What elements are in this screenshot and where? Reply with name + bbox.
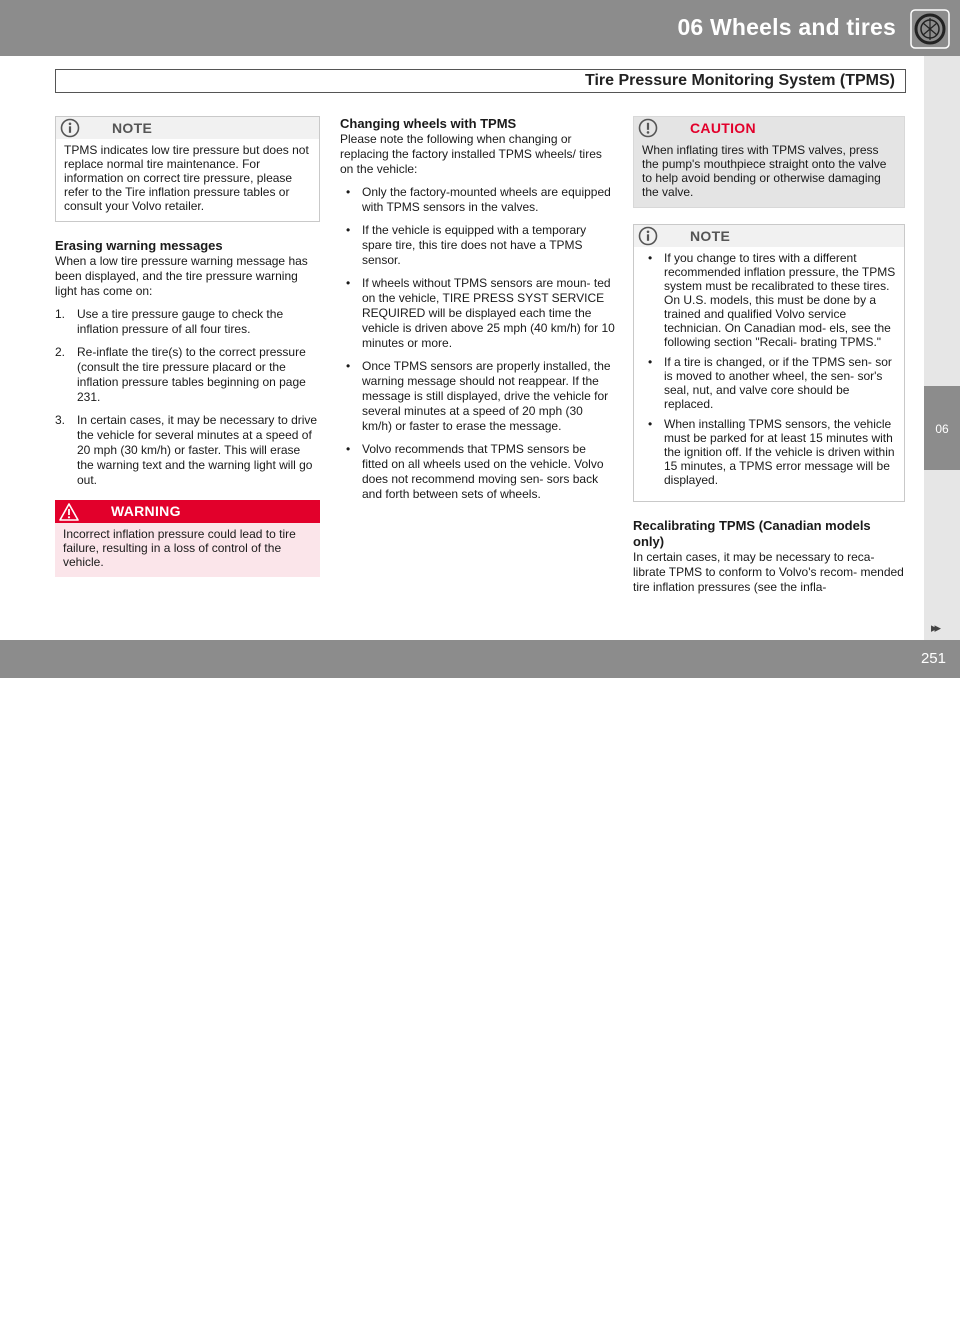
step-number: 3. xyxy=(55,413,66,427)
note-header xyxy=(634,225,904,247)
note-label: NOTE xyxy=(690,227,731,244)
note-box xyxy=(55,116,320,222)
step-item xyxy=(55,345,320,405)
chapter-tab[interactable] xyxy=(924,386,960,470)
changing-wheels-intro: Please note the following when changing or replacing the factory installed TPMS wheels/ tires on the vehicle: xyxy=(340,132,602,176)
info-icon xyxy=(638,226,658,246)
step-item xyxy=(55,307,320,337)
recalibrating-text: In certain cases, it may be necessary to reca- librate TPMS to conform to Volvo's recom- mended tire inflation pressures (see the infla- xyxy=(633,550,904,594)
note-list xyxy=(642,251,896,487)
caution-box xyxy=(633,116,905,208)
column-3 xyxy=(633,116,905,603)
warning-header xyxy=(55,500,320,523)
chapter-title: 06 Wheels and tires xyxy=(677,14,896,40)
chapter-rail xyxy=(924,56,960,640)
step-number: 1. xyxy=(55,307,66,321)
note-header xyxy=(56,117,319,139)
exclamation-icon xyxy=(638,118,658,138)
list-item: • If a tire is changed, or if the TPMS sen- sor is moved to another wheel, the sen- sor's seal, nut, and valve core should be replaced. xyxy=(642,355,896,411)
column-1 xyxy=(55,116,320,593)
caution-header xyxy=(634,117,904,139)
warning-triangle-icon xyxy=(59,502,79,522)
list-item: • If the vehicle is equipped with a temporary spare tire, this tire does not have a TPMS sensor. xyxy=(340,223,615,268)
warning-box xyxy=(55,500,320,577)
list-item: • Only the factory-mounted wheels are equipped with TPMS sensors in the valves. xyxy=(340,185,615,215)
caution-text: When inflating tires with TPMS valves, press the pump's mouthpiece straight onto the valve to help avoid bending or otherwise damaging the valve. xyxy=(634,139,904,207)
footer-band xyxy=(0,640,960,1316)
changing-wheels-heading: Changing wheels with TPMS xyxy=(340,116,517,131)
step-text: Re-inflate the tire(s) to the correct pressure (consult the tire pressure placard or the inflation pressure tables beginning on page 231. xyxy=(77,345,306,404)
step-item xyxy=(55,413,320,488)
note-box xyxy=(633,224,905,502)
note-body xyxy=(634,247,904,501)
chapter-header-band xyxy=(0,0,960,56)
page-number: 251 xyxy=(920,650,946,667)
section-title: Tire Pressure Monitoring System (TPMS) xyxy=(585,72,895,89)
list-item: • If you change to tires with a different recommended inflation pressure, the TPMS system must be recalibrated to these tires. On U.S. models, this must be done by a trained and qualified Volvo service technician. On Canadian mod- els, see the following section "Recali- brating TPMS." xyxy=(642,251,896,349)
list-item: • Once TPMS sensors are properly installed, the warning message should not reappear. If the message is still displayed, drive the vehicle for several minutes at a speed of 20 mph (30 km/h) or faster to erase the message. xyxy=(340,359,615,434)
step-text: Use a tire pressure gauge to check the inflation pressure of all four tires. xyxy=(77,307,284,336)
chapter-tab-label: 06 xyxy=(935,422,949,436)
list-item: • When installing TPMS sensors, the vehicle must be parked for at least 15 minutes with the ignition off. If the vehicle is driven within 15 minutes, a TPMS error message will be displayed. xyxy=(642,417,896,487)
column-2 xyxy=(340,116,615,510)
changing-wheels-list xyxy=(340,185,615,502)
wheel-icon xyxy=(910,9,950,49)
watermark: carmanualsonline.info xyxy=(420,1286,707,1316)
erasing-steps xyxy=(55,307,320,488)
recalibrating-heading: Recalibrating TPMS (Canadian models only) xyxy=(633,518,871,549)
warning-label: WARNING xyxy=(111,503,181,519)
warning-text: Incorrect inflation pressure could lead to tire failure, resulting in a loss of control of the vehicle. xyxy=(55,523,320,577)
erasing-heading: Erasing warning messages xyxy=(55,238,223,253)
note-text: TPMS indicates low tire pressure but does not replace normal tire maintenance. For information on correct tire pressure, please refer to the Tire inflation pressure tables or consult your Volvo retailer. xyxy=(56,139,319,221)
info-icon xyxy=(60,118,80,138)
list-item: • If wheels without TPMS sensors are moun- ted on the vehicle, TIRE PRESS SYST SERVICE REQUIRED will be displayed each time the vehicle is driven above 25 mph (40 km/h) for 10 minutes or more. xyxy=(340,276,615,351)
section-header-bar xyxy=(55,69,906,93)
step-text: In certain cases, it may be necessary to drive the vehicle for several minutes at a speed of 20 mph (30 km/h) or faster. This will erase the warning text and the warning light will go out. xyxy=(77,413,318,487)
step-number: 2. xyxy=(55,345,66,359)
continued-arrows-icon: ▸▸ xyxy=(930,620,938,635)
caution-label: CAUTION xyxy=(690,119,756,136)
list-item: • Volvo recommends that TPMS sensors be fitted on all wheels used on the vehicle. Volvo does not recommend moving sen- sors back and forth between sets of wheels. xyxy=(340,442,615,502)
note-label: NOTE xyxy=(112,119,153,136)
erasing-intro: When a low tire pressure warning message has been displayed, and the tire pressure warning light has come on: xyxy=(55,254,308,298)
